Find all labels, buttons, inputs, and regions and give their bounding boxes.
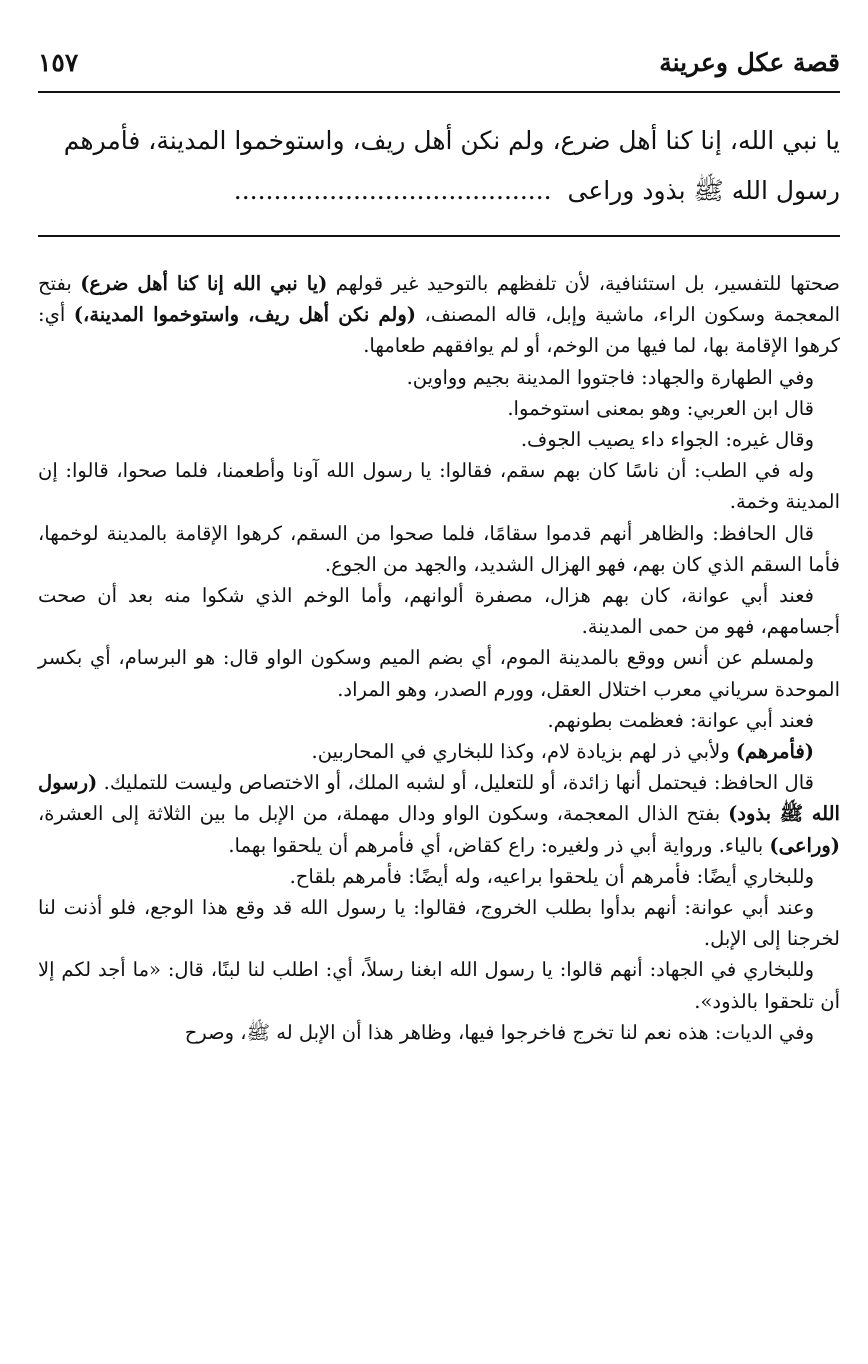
commentary-run: صحتها للتفسير، بل استئنافية، لأن تلفظهم بالتوحيد غير قولهم [327,272,840,295]
commentary-run: بالياء. ورواية أبي ذر ولغيره: راع كقاض، أي فأمرهم أن يلحقوا بهما. [228,833,770,857]
quoted-matn-phrase: (فأمرهم) [735,740,814,764]
commentary-run: بفتح المعجمة وسكون الراء، ماشية وإبل، قاله المصنف، [38,272,840,327]
commentary-paragraph: قال ابن العربي: وهو بمعنى استوخموا. [507,396,814,420]
commentary-paragraph: وللبخاري أيضًا: فأمرهم أن يلحقوا براعيه، وله أيضًا: فأمرهم بلقاح. [289,864,814,888]
commentary-run: قال الحافظ: فيحتمل أنها زائدة، أو للتعليل، أو لشبه الملك، أو الاختصاص وليست للتمليك. [97,771,814,795]
quoted-matn-phrase: (رسول الله ﷺ بذود) [38,771,840,826]
commentary-paragraph: وللبخاري في الجهاد: أنهم قالوا: يا رسول الله ابغنا رسلاً، أي: اطلب لنا لبنًا، قال: «ما أجد لكم إلا أن تلحقوا بالذود». [38,958,840,1013]
commentary-paragraph: وله في الطب: أن ناسًا كان بهم سقم، فقالوا: يا رسول الله آونا وأطعمنا، فلما صحوا، قالوا: إن المدينة وخمة. [38,459,840,514]
commentary-paragraph: فعند أبي عوانة: فعظمت بطونهم. [547,708,814,732]
quoted-matn-phrase: (وراعى) [769,833,840,857]
commentary-paragraph: وعند أبي عوانة: أنهم بدأوا بطلب الخروج، فقالوا: يا رسول الله قد وقع هذا الوجع، فلو أذنت لنا لخرجنا إلى الإبل. [38,896,840,951]
commentary-run: أي: كرهوا الإقامة بها، لما فيها من الوخم، أو لم يوافقهم طعامها. [38,303,840,358]
page-number: ١٥٧ [38,47,79,77]
matn-line-1: يا نبي الله، إنا كنا أهل ضرع، ولم نكن أهل ريف، واستوخموا المدينة، فأمرهم [63,126,840,155]
quoted-matn-phrase: (ولم نكن أهل ريف، واستوخموا المدينة،) [73,303,416,327]
page-header [38,42,840,82]
commentary-paragraph: وفي الطهارة والجهاد: فاجتووا المدينة بجيم وواوين. [406,365,814,389]
commentary-paragraph: قال الحافظ: والظاهر أنهم قدموا سقامًا، فلما صحوا من السقم، كرهوا الإقامة بالمدينة لوخمها، فأما السقم الذي كان بهم، فهو الهزال الشديد، والجهد من الجوع. [38,521,840,576]
commentary-run: بفتح الذال المعجمة، وسكون الواو ودال مهملة، من الإبل ما بين الثلاثة إلى العشرة، [38,802,729,826]
commentary-paragraph [38,767,840,861]
commentary-paragraph: وفي الديات: هذه نعم لنا تخرج فاخرجوا فيها، وظاهر هذا أن الإبل له ﷺ، وصرح [184,1020,814,1044]
commentary-paragraph [38,268,840,362]
commentary-text [38,268,840,1048]
commentary-paragraph: وقال غيره: الجواء داء يصيب الجوف. [520,428,814,452]
header-divider [38,91,840,93]
commentary-paragraph: فعند أبي عوانة، كان بهم هزال، مصفرة ألوانهم، وأما الوخم الذي شكوا منه بعد أن صحت أجسامهم، فهو من حمى المدينة. [38,584,840,639]
matn-line-2-text: رسول الله ﷺ بذود وراعى [567,176,840,205]
quoted-matn-phrase: (يا نبي الله إنا كنا أهل ضرع) [80,272,328,295]
matn-dots: ........................................ [233,176,552,205]
commentary-paragraph [38,736,840,767]
commentary-paragraph: ولمسلم عن أنس ووقع بالمدينة الموم، أي بضم الميم وسكون الواو قال: هو البرسام، أي بكسر الموحدة سرياني معرب اختلال العقل، وورم الصدر، وهو المراد. [38,646,840,701]
running-title: قصة عكل وعرينة [659,47,840,77]
commentary-run: ولأبي ذر لهم بزيادة لام، وكذا للبخاري في المحاربين. [311,740,736,764]
matn-line-2 [38,166,840,216]
matn-text [38,116,840,216]
matn-divider [38,235,840,237]
